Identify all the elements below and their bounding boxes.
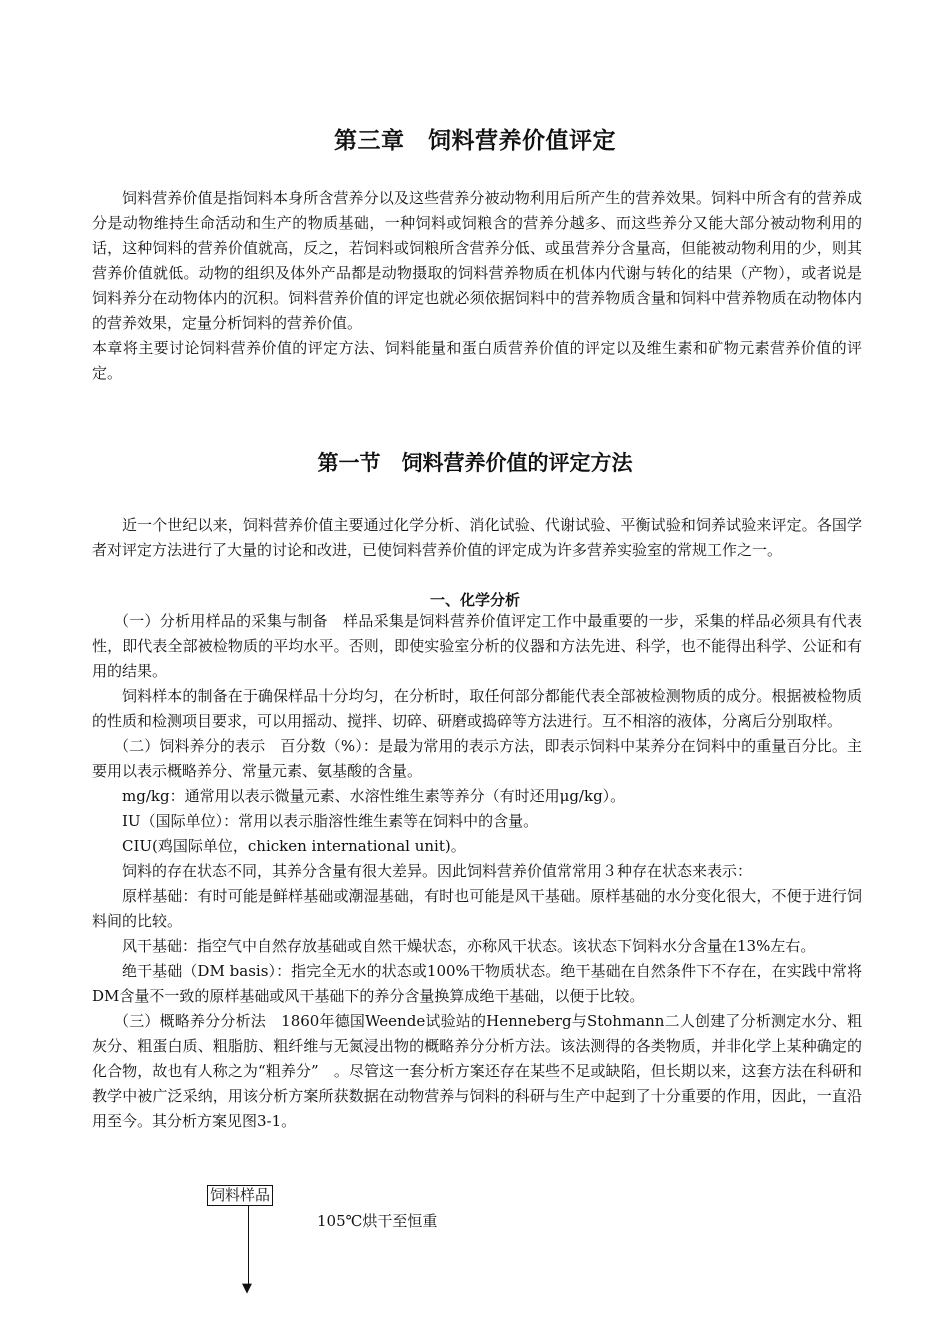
analysis-paragraph: 饲料的存在状态不同，其养分含量有很大差异。因此饲料营养价值常常用３种存在状态来表示：	[122, 862, 753, 880]
chapter-title: 第三章 饲料营养价值评定	[334, 127, 616, 154]
analysis-paragraph: mg/kg：通常用以表示微量元素、水溶性维生素等养分（有时还用μg/kg）。	[122, 787, 626, 805]
analysis-paragraph: 饲料样本的制备在于确保样品十分均匀，在分析时，取任何部分都能代表全部被检测物质的成分。根据被检物质的性质和检测项目要求，可以用摇动、搅拌、切碎、研磨或捣碎等方法进行。互不相溶的液体，分离后分别取样。	[92, 687, 862, 730]
analysis-paragraph: 绝干基础（DM basis）：指完全无水的状态或100%干物质状态。绝干基础在自然条件下不存在，在实践中常将DM含量不一致的原样基础或风干基础下的养分含量换算成绝干基础，以便于比较。	[92, 962, 862, 1005]
flowchart-connector-line	[248, 1205, 249, 1285]
analysis-paragraph: 风干基础：指空气中自然存放基础或自然干燥状态，亦称风干状态。该状态下饲料水分含量在13%左右。	[122, 937, 816, 955]
arrow-down-icon: ▼	[242, 1281, 252, 1296]
section-title: 第一节 饲料营养价值的评定方法	[317, 450, 633, 475]
subsection-title: 一、化学分析	[429, 591, 520, 609]
analysis-paragraph: IU（国际单位）：常用以表示脂溶性维生素等在饲料中的含量。	[122, 812, 539, 830]
flowchart-step-note: 105℃烘干至恒重	[317, 1212, 438, 1230]
intro-paragraph: 饲料营养价值是指饲料本身所含营养分以及这些营养分被动物利用后所产生的营养效果。饲料中所含有的营养成分是动物维持生命活动和生产的物质基础，一种饲料或饲粮含的营养分越多、而这些养分又能大部分被动物利用的话，这种饲料的营养价值就高，反之，若饲料或饲粮所含营养分低、或虽营养分含量高，但能被动物利用的少，则其营养价值就低。动物的组织及体外产品都是动物摄取的饲料营养物质在机体内代谢与转化的结果（产物），或者说是饲料养分在动物体内的沉积。饲料营养价值的评定也就必须依据饲料中的营养物质含量和饲料中营养物质在动物体内的营养效果，定量分析饲料的营养价值。	[92, 189, 862, 332]
intro-block	[92, 186, 862, 386]
analysis-paragraph: （三）概略养分分析法 1860年德国Weende试验站的Henneberg与Stohmann二人创建了分析测定水分、粗灰分、粗蛋白质、粗脂肪、粗纤维与无氮浸出物的概略养分分析方法。该法测得的各类物质，并非化学上某种确定的化合物，故也有人称之为“粗养分” 。尽管这一套分析方案还存在某些不足或缺陷，但长期以来，这套方法在科研和教学中被广泛采纳，用该分析方案所获数据在动物营养与饲料的科研与生产中起到了十分重要的作用，因此，一直沿用至今。其分析方案见图3-1。	[92, 1012, 862, 1130]
section-intro-block	[92, 513, 862, 563]
analysis-block	[92, 609, 862, 1134]
section-intro-paragraph: 近一个世纪以来，饲料营养价值主要通过化学分析、消化试验、代谢试验、平衡试验和饲养试验来评定。各国学者对评定方法进行了大量的讨论和改进，已使饲料营养价值的评定成为许多营养实验室的常规工作之一。	[92, 516, 862, 559]
analysis-paragraph: （一）分析用样品的采集与制备 样品采集是饲料营养价值评定工作中最重要的一步，采集的样品必须具有代表性，即代表全部被检物质的平均水平。否则，即使实验室分析的仪器和方法先进、科学，也不能得出科学、公证和有用的结果。	[92, 612, 862, 680]
intro-paragraph: 本章将主要讨论饲料营养价值的评定方法、饲料能量和蛋白质营养价值的评定以及维生素和矿物元素营养价值的评定。	[92, 339, 862, 382]
analysis-paragraph: CIU(鸡国际单位，chicken international unit)。	[122, 837, 466, 855]
analysis-paragraph: 原样基础：有时可能是鲜样基础或潮湿基础，有时也可能是风干基础。原样基础的水分变化很大，不便于进行饲料间的比较。	[92, 887, 862, 930]
flowchart-start-box: 饲料样品	[207, 1185, 273, 1206]
analysis-paragraph: （二）饲料养分的表示 百分数（%）：是最为常用的表示方法，即表示饲料中某养分在饲料中的重量百分比。主要用以表示概略养分、常量元素、氨基酸的含量。	[92, 737, 862, 780]
